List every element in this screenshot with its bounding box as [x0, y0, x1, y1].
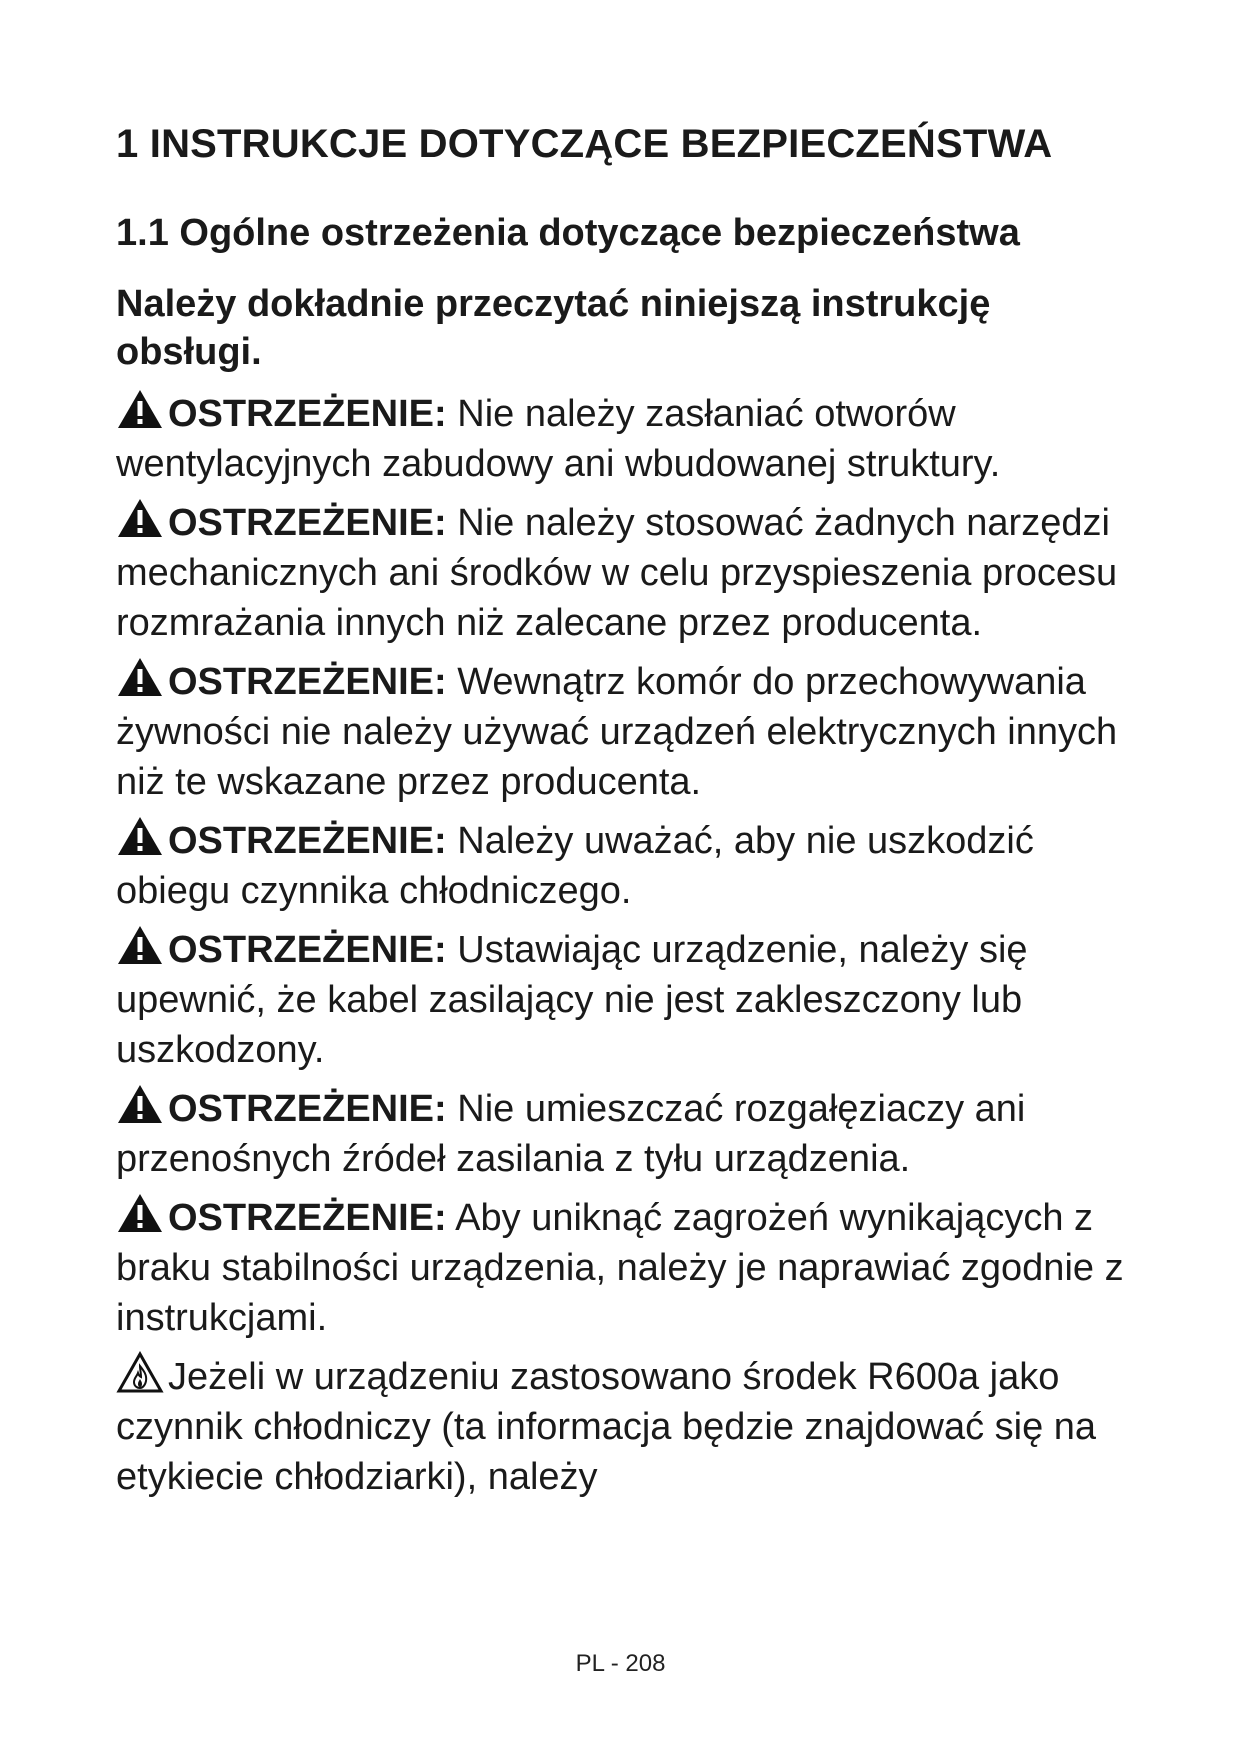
- warning-item: [116, 924, 1136, 1075]
- warning-label: OSTRZEŻENIE:: [168, 929, 447, 971]
- warning-text: Nie należy zasłaniać otworów wentylacyjnych zabudowy ani wbudowanej struktury.: [116, 393, 1001, 485]
- flammable-note-text: Jeżeli w urządzeniu zastosowano środek R600a jako czynnik chłodniczy (ta informacja będzie znajdować się na etykiecie chłodziarki), należy: [116, 1356, 1097, 1498]
- warning-text: Należy uważać, aby nie uszkodzić obiegu czynnika chłodniczego.: [116, 820, 1034, 912]
- warning-label: OSTRZEŻENIE:: [168, 393, 447, 435]
- page-number: PL - 208: [575, 1650, 666, 1677]
- warning-text: Aby uniknąć zagrożeń wynikających z braku stabilności urządzenia, należy je naprawiać zgodnie z instrukcjami.: [116, 1197, 1124, 1339]
- warning-label: OSTRZEŻENIE:: [168, 1088, 447, 1130]
- warning-text: Nie umieszczać rozgałęziaczy ani przenośnych źródeł zasilania z tyłu urządzenia.: [116, 1088, 1026, 1180]
- warning-text: Nie należy stosować żadnych narzędzi mechanicznych ani środków w celu przyspieszenia procesu rozmrażania innych niż zalecane przez producenta.: [116, 502, 1118, 644]
- warning-triangle-icon: [116, 388, 164, 430]
- warning-triangle-icon: [116, 924, 164, 966]
- flammable-note: [116, 1351, 1136, 1502]
- warning-triangle-icon: [116, 497, 164, 539]
- warning-label: OSTRZEŻENIE:: [168, 1197, 447, 1239]
- section-heading: 1 INSTRUKCJE DOTYCZĄCE BEZPIECZEŃSTWA: [116, 122, 1053, 166]
- warning-label: OSTRZEŻENIE:: [168, 820, 447, 862]
- warning-text: Wewnątrz komór do przechowywania żywności nie należy używać urządzeń elektrycznych innych niż te wskazane przez producenta.: [116, 661, 1118, 803]
- warning-triangle-icon: [116, 656, 164, 698]
- warning-item: [116, 656, 1136, 807]
- warning-label: OSTRZEŻENIE:: [168, 502, 447, 544]
- warning-item: [116, 815, 1136, 916]
- warning-item: [116, 1083, 1136, 1184]
- warning-item: [116, 1192, 1136, 1343]
- warning-triangle-icon: [116, 815, 164, 857]
- page-content: [116, 118, 1136, 1510]
- warning-triangle-icon: [116, 1192, 164, 1234]
- intro-text: Należy dokładnie przeczytać niniejszą instrukcję obsługi.: [116, 283, 991, 373]
- warning-label: OSTRZEŻENIE:: [168, 661, 447, 703]
- warning-item: [116, 497, 1136, 648]
- flammable-triangle-icon: [116, 1351, 164, 1393]
- warning-triangle-icon: [116, 1083, 164, 1125]
- warning-item: [116, 388, 1136, 489]
- warning-text: Ustawiając urządzenie, należy się upewnić, że kabel zasilający nie jest zakleszczony lub uszkodzony.: [116, 929, 1028, 1071]
- subsection-heading: 1.1 Ogólne ostrzeżenia dotyczące bezpieczeństwa: [116, 212, 1020, 254]
